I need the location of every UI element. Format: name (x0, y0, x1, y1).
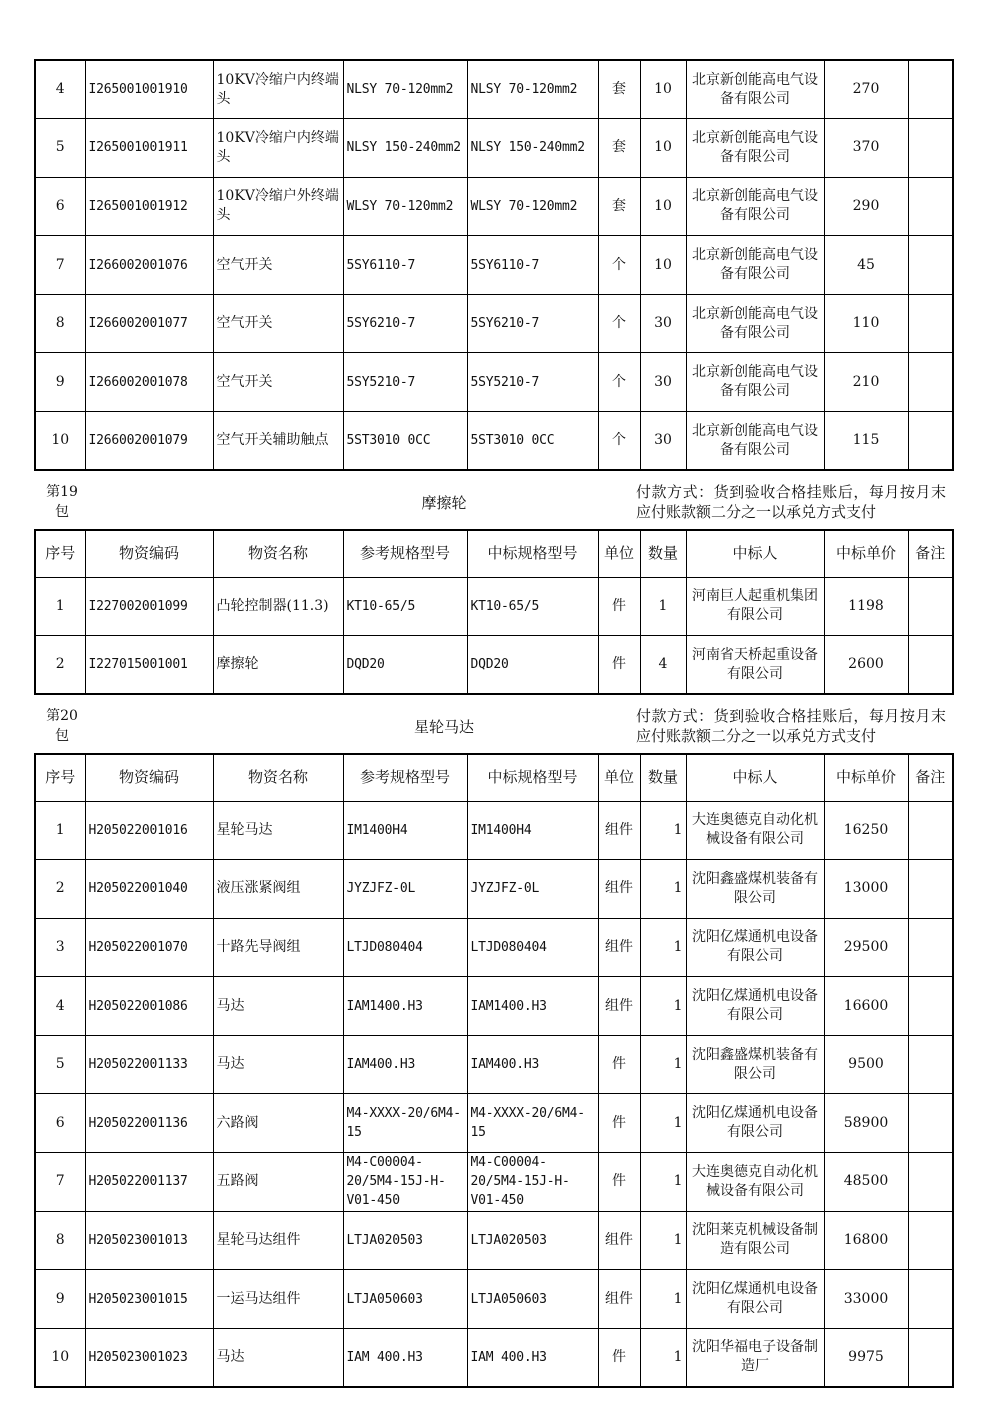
package-19-payment-terms: 付款方式：货到验收合格挂账后，每月按月末应付账款额二分之一以承兑方式支付 (636, 483, 946, 521)
items-table-continued-body (35, 60, 953, 470)
cell-quantity: 30 (640, 353, 686, 412)
cell-remark (908, 60, 953, 119)
package-19-table-body (35, 577, 953, 694)
header-row (35, 754, 953, 801)
cell-material-code: I266002001076 (85, 236, 213, 295)
cell-quantity: 1 (640, 577, 686, 636)
table-row (35, 236, 953, 295)
cell-no: 8 (35, 1211, 85, 1270)
column-header: 数量 (640, 530, 686, 577)
cell-winning-spec: LTJD080404 (467, 918, 598, 977)
column-header: 参考规格型号 (343, 754, 467, 801)
cell-reference-spec: 5ST3010 0CC (343, 412, 467, 471)
cell-material-code: H205022001086 (85, 977, 213, 1036)
cell-winning-bidder: 沈阳鑫盛煤机装备有限公司 (686, 860, 824, 919)
cell-material-name: 六路阀 (213, 1094, 343, 1153)
cell-quantity: 1 (640, 1153, 686, 1212)
cell-material-code: H205022001070 (85, 918, 213, 977)
column-header: 物资编码 (85, 530, 213, 577)
cell-remark (908, 236, 953, 295)
cell-remark (908, 294, 953, 353)
cell-reference-spec: IAM1400.H3 (343, 977, 467, 1036)
table-row (35, 1094, 953, 1153)
cell-unit: 组件 (598, 1270, 640, 1329)
table-row (35, 353, 953, 412)
cell-unit: 组件 (598, 860, 640, 919)
cell-reference-spec: LTJD080404 (343, 918, 467, 977)
cell-unit-price: 270 (824, 60, 908, 119)
cell-winning-bidder: 北京新创能高电气设备有限公司 (686, 412, 824, 471)
table-row (35, 1035, 953, 1094)
column-header: 备注 (908, 530, 953, 577)
table-row (35, 1153, 953, 1212)
cell-winning-bidder: 沈阳亿煤通机电设备有限公司 (686, 1094, 824, 1153)
cell-remark (908, 801, 953, 860)
package-20-heading (34, 704, 952, 748)
cell-no: 1 (35, 801, 85, 860)
cell-winning-spec: 5SY6210-7 (467, 294, 598, 353)
table-row (35, 60, 953, 119)
cell-unit: 个 (598, 353, 640, 412)
cell-winning-bidder: 河南省天桥起重设备有限公司 (686, 636, 824, 695)
cell-quantity: 1 (640, 1328, 686, 1387)
cell-material-code: H205022001136 (85, 1094, 213, 1153)
package-20-table-body (35, 801, 953, 1387)
column-header: 单位 (598, 530, 640, 577)
cell-material-name: 10KV冷缩户外终端头 (213, 177, 343, 236)
cell-winning-bidder: 大连奥德克自动化机械设备有限公司 (686, 801, 824, 860)
cell-winning-bidder: 沈阳鑫盛煤机装备有限公司 (686, 1035, 824, 1094)
package-20-table (34, 753, 954, 1388)
cell-reference-spec: DQD20 (343, 636, 467, 695)
cell-material-code: I265001001910 (85, 60, 213, 119)
cell-quantity: 10 (640, 236, 686, 295)
cell-winning-bidder: 沈阳莱克机械设备制造有限公司 (686, 1211, 824, 1270)
column-header: 序号 (35, 530, 85, 577)
cell-remark (908, 177, 953, 236)
cell-unit-price: 33000 (824, 1270, 908, 1329)
cell-reference-spec: KT10-65/5 (343, 577, 467, 636)
column-header: 数量 (640, 754, 686, 801)
cell-material-name: 马达 (213, 1328, 343, 1387)
cell-material-name: 十路先导阀组 (213, 918, 343, 977)
cell-unit: 组件 (598, 918, 640, 977)
cell-no: 7 (35, 236, 85, 295)
cell-winning-spec: NLSY 70-120mm2 (467, 60, 598, 119)
cell-unit: 个 (598, 294, 640, 353)
table-row (35, 1211, 953, 1270)
table-row (35, 1328, 953, 1387)
cell-reference-spec: IM1400H4 (343, 801, 467, 860)
cell-no: 10 (35, 1328, 85, 1387)
cell-winning-spec: IAM 400.H3 (467, 1328, 598, 1387)
cell-reference-spec: M4-C00004-20/5M4-15J-H-V01-450 (343, 1153, 467, 1212)
cell-no: 7 (35, 1153, 85, 1212)
cell-reference-spec: LTJA020503 (343, 1211, 467, 1270)
cell-remark (908, 977, 953, 1036)
cell-reference-spec: NLSY 70-120mm2 (343, 60, 467, 119)
cell-unit: 组件 (598, 801, 640, 860)
cell-unit: 件 (598, 1035, 640, 1094)
column-header: 中标规格型号 (467, 530, 598, 577)
cell-winning-spec: IAM1400.H3 (467, 977, 598, 1036)
table-row (35, 918, 953, 977)
cell-material-name: 空气开关 (213, 353, 343, 412)
cell-unit: 件 (598, 1328, 640, 1387)
cell-quantity: 10 (640, 119, 686, 178)
cell-unit-price: 210 (824, 353, 908, 412)
cell-no: 9 (35, 353, 85, 412)
table-row (35, 412, 953, 471)
cell-winning-spec: WLSY 70-120mm2 (467, 177, 598, 236)
cell-winning-spec: 5ST3010 0CC (467, 412, 598, 471)
cell-no: 2 (35, 636, 85, 695)
items-table-continued (34, 59, 954, 471)
cell-material-name: 空气开关 (213, 236, 343, 295)
cell-no: 2 (35, 860, 85, 919)
cell-material-name: 星轮马达 (213, 801, 343, 860)
cell-material-code: I265001001911 (85, 119, 213, 178)
table-row (35, 577, 953, 636)
cell-unit: 套 (598, 60, 640, 119)
cell-no: 4 (35, 977, 85, 1036)
package-20-table-header (35, 754, 953, 801)
package-19-heading (34, 480, 952, 524)
cell-winning-bidder: 北京新创能高电气设备有限公司 (686, 60, 824, 119)
cell-no: 4 (35, 60, 85, 119)
cell-unit: 个 (598, 412, 640, 471)
cell-remark (908, 1094, 953, 1153)
cell-unit: 件 (598, 636, 640, 695)
cell-winning-bidder: 河南巨人起重机集团有限公司 (686, 577, 824, 636)
cell-unit-price: 29500 (824, 918, 908, 977)
cell-winning-bidder: 北京新创能高电气设备有限公司 (686, 353, 824, 412)
table-row (35, 801, 953, 860)
cell-no: 6 (35, 1094, 85, 1153)
column-header: 中标单价 (824, 754, 908, 801)
column-header: 中标人 (686, 754, 824, 801)
cell-unit: 套 (598, 177, 640, 236)
cell-quantity: 1 (640, 1270, 686, 1329)
table-row (35, 177, 953, 236)
cell-material-code: H205022001133 (85, 1035, 213, 1094)
cell-unit: 件 (598, 577, 640, 636)
cell-winning-bidder: 沈阳华福电子设备制造厂 (686, 1328, 824, 1387)
cell-unit-price: 45 (824, 236, 908, 295)
cell-winning-spec: M4-XXXX-20/6M4-15 (467, 1094, 598, 1153)
cell-material-name: 马达 (213, 977, 343, 1036)
table-row (35, 294, 953, 353)
table-row (35, 119, 953, 178)
cell-reference-spec: 5SY6110-7 (343, 236, 467, 295)
cell-quantity: 1 (640, 1035, 686, 1094)
package-20-payment-terms: 付款方式：货到验收合格挂账后，每月按月末应付账款额二分之一以承兑方式支付 (636, 707, 946, 745)
cell-material-code: I265001001912 (85, 177, 213, 236)
cell-winning-spec: LTJA050603 (467, 1270, 598, 1329)
cell-material-code: H205023001013 (85, 1211, 213, 1270)
cell-remark (908, 353, 953, 412)
cell-winning-bidder: 沈阳亿煤通机电设备有限公司 (686, 918, 824, 977)
cell-material-code: H205022001016 (85, 801, 213, 860)
cell-remark (908, 577, 953, 636)
cell-quantity: 1 (640, 918, 686, 977)
column-header: 中标规格型号 (467, 754, 598, 801)
cell-no: 10 (35, 412, 85, 471)
cell-no: 1 (35, 577, 85, 636)
cell-quantity: 1 (640, 1094, 686, 1153)
column-header: 备注 (908, 754, 953, 801)
cell-unit-price: 2600 (824, 636, 908, 695)
column-header: 物资编码 (85, 754, 213, 801)
cell-material-code: I227002001099 (85, 577, 213, 636)
cell-unit-price: 370 (824, 119, 908, 178)
cell-no: 8 (35, 294, 85, 353)
cell-reference-spec: 5SY6210-7 (343, 294, 467, 353)
cell-remark (908, 412, 953, 471)
cell-winning-bidder: 沈阳亿煤通机电设备有限公司 (686, 977, 824, 1036)
cell-winning-spec: 5SY6110-7 (467, 236, 598, 295)
cell-no: 6 (35, 177, 85, 236)
cell-unit: 套 (598, 119, 640, 178)
cell-winning-spec: M4-C00004-20/5M4-15J-H-V01-450 (467, 1153, 598, 1212)
cell-winning-bidder: 沈阳亿煤通机电设备有限公司 (686, 1270, 824, 1329)
cell-material-name: 摩擦轮 (213, 636, 343, 695)
cell-reference-spec: JYZJFZ-0L (343, 860, 467, 919)
table-row (35, 977, 953, 1036)
cell-unit-price: 115 (824, 412, 908, 471)
column-header: 参考规格型号 (343, 530, 467, 577)
cell-winning-spec: LTJA020503 (467, 1211, 598, 1270)
cell-quantity: 4 (640, 636, 686, 695)
table-row (35, 1270, 953, 1329)
package-19-number: 第19包 (46, 484, 78, 520)
cell-unit: 件 (598, 1153, 640, 1212)
cell-no: 5 (35, 1035, 85, 1094)
cell-reference-spec: LTJA050603 (343, 1270, 467, 1329)
cell-unit-price: 290 (824, 177, 908, 236)
cell-unit-price: 48500 (824, 1153, 908, 1212)
cell-reference-spec: 5SY5210-7 (343, 353, 467, 412)
cell-unit-price: 58900 (824, 1094, 908, 1153)
cell-quantity: 1 (640, 977, 686, 1036)
package-19-table (34, 529, 954, 695)
cell-winning-bidder: 大连奥德克自动化机械设备有限公司 (686, 1153, 824, 1212)
cell-quantity: 1 (640, 1211, 686, 1270)
cell-unit-price: 16250 (824, 801, 908, 860)
cell-winning-spec: IAM400.H3 (467, 1035, 598, 1094)
cell-winning-spec: JYZJFZ-0L (467, 860, 598, 919)
cell-unit-price: 9975 (824, 1328, 908, 1387)
cell-no: 3 (35, 918, 85, 977)
cell-unit-price: 16600 (824, 977, 908, 1036)
cell-winning-spec: NLSY 150-240mm2 (467, 119, 598, 178)
column-header: 中标单价 (824, 530, 908, 577)
cell-unit-price: 9500 (824, 1035, 908, 1094)
cell-winning-spec: KT10-65/5 (467, 577, 598, 636)
cell-remark (908, 918, 953, 977)
package-19-title: 摩擦轮 (421, 494, 467, 512)
cell-material-name: 空气开关辅助触点 (213, 412, 343, 471)
cell-material-name: 凸轮控制器(11.3) (213, 577, 343, 636)
cell-material-code: I266002001078 (85, 353, 213, 412)
cell-reference-spec: IAM 400.H3 (343, 1328, 467, 1387)
cell-material-name: 10KV冷缩户内终端头 (213, 60, 343, 119)
cell-remark (908, 860, 953, 919)
cell-quantity: 1 (640, 860, 686, 919)
table-row (35, 860, 953, 919)
cell-remark (908, 119, 953, 178)
cell-quantity: 30 (640, 412, 686, 471)
cell-unit: 组件 (598, 977, 640, 1036)
cell-unit-price: 13000 (824, 860, 908, 919)
cell-material-code: H205022001040 (85, 860, 213, 919)
cell-material-name: 星轮马达组件 (213, 1211, 343, 1270)
cell-winning-bidder: 北京新创能高电气设备有限公司 (686, 119, 824, 178)
cell-material-name: 五路阀 (213, 1153, 343, 1212)
cell-winning-spec: IM1400H4 (467, 801, 598, 860)
column-header: 单位 (598, 754, 640, 801)
cell-winning-spec: 5SY5210-7 (467, 353, 598, 412)
cell-winning-bidder: 北京新创能高电气设备有限公司 (686, 294, 824, 353)
cell-material-name: 马达 (213, 1035, 343, 1094)
cell-no: 9 (35, 1270, 85, 1329)
cell-reference-spec: WLSY 70-120mm2 (343, 177, 467, 236)
cell-reference-spec: M4-XXXX-20/6M4-15 (343, 1094, 467, 1153)
cell-material-name: 空气开关 (213, 294, 343, 353)
cell-material-code: I266002001079 (85, 412, 213, 471)
package-20-title: 星轮马达 (413, 718, 474, 736)
cell-material-code: H205022001137 (85, 1153, 213, 1212)
cell-winning-spec: DQD20 (467, 636, 598, 695)
package-19-table-header (35, 530, 953, 577)
cell-remark (908, 636, 953, 695)
cell-unit: 件 (598, 1094, 640, 1153)
cell-material-code: I266002001077 (85, 294, 213, 353)
cell-unit: 组件 (598, 1211, 640, 1270)
cell-material-code: H205023001015 (85, 1270, 213, 1329)
cell-no: 5 (35, 119, 85, 178)
column-header: 物资名称 (213, 754, 343, 801)
cell-material-name: 一运马达组件 (213, 1270, 343, 1329)
cell-material-code: I227015001001 (85, 636, 213, 695)
column-header: 中标人 (686, 530, 824, 577)
cell-quantity: 10 (640, 60, 686, 119)
cell-quantity: 30 (640, 294, 686, 353)
cell-remark (908, 1270, 953, 1329)
cell-winning-bidder: 北京新创能高电气设备有限公司 (686, 177, 824, 236)
table-row (35, 636, 953, 695)
cell-reference-spec: NLSY 150-240mm2 (343, 119, 467, 178)
cell-quantity: 10 (640, 177, 686, 236)
cell-remark (908, 1035, 953, 1094)
cell-material-code: H205023001023 (85, 1328, 213, 1387)
cell-winning-bidder: 北京新创能高电气设备有限公司 (686, 236, 824, 295)
package-20-number: 第20包 (46, 708, 78, 744)
cell-remark (908, 1328, 953, 1387)
cell-unit: 个 (598, 236, 640, 295)
cell-reference-spec: IAM400.H3 (343, 1035, 467, 1094)
column-header: 物资名称 (213, 530, 343, 577)
cell-material-name: 液压涨紧阀组 (213, 860, 343, 919)
header-row (35, 530, 953, 577)
cell-unit-price: 1198 (824, 577, 908, 636)
cell-quantity: 1 (640, 801, 686, 860)
cell-remark (908, 1211, 953, 1270)
cell-unit-price: 110 (824, 294, 908, 353)
cell-remark (908, 1153, 953, 1212)
column-header: 序号 (35, 754, 85, 801)
cell-material-name: 10KV冷缩户内终端头 (213, 119, 343, 178)
cell-unit-price: 16800 (824, 1211, 908, 1270)
